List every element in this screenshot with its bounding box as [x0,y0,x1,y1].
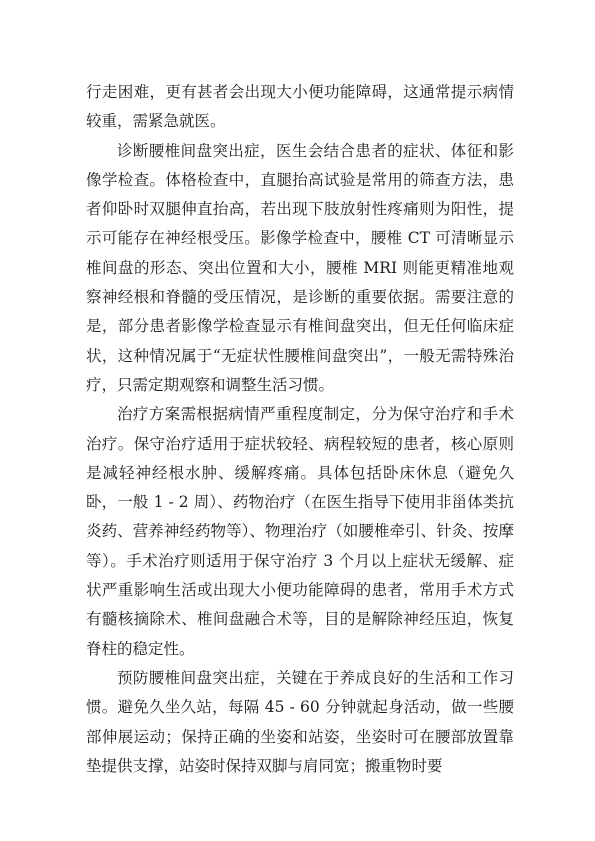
document-body [86,78,514,781]
paragraph-diagnosis: 诊断腰椎间盘突出症，医生会结合患者的症状、体征和影像学检查。体格检查中，直腿抬高试验是常用的筛查方法，患者仰卧时双腿伸直抬高，若出现下肢放射性疼痛则为阳性，提示可能存在神经根受压。影像学检查中，腰椎 CT 可清晰显示椎间盘的形态、突出位置和大小，腰椎 MRI 则能更精准地观察神经根和脊髓的受压情况，是诊断的重要依据。需要注意的是，部分患者影像学检查显示有椎间盘突出，但无任何临床症状，这种情况属于“无症状性腰椎间盘突出”，一般无需特殊治疗，只需定期观察和调整生活习惯。 [86,141,514,394]
paragraph-continuation: 行走困难，更有甚者会出现大小便功能障碍，这通常提示病情较重，需紧急就医。 [86,83,514,131]
paragraph-treatment: 治疗方案需根据病情严重程度制定，分为保守治疗和手术治疗。保守治疗适用于症状较轻、病程较短的患者，核心原则是减轻神经根水肿、缓解疼痛。具体包括卧床休息（避免久卧，一般 1 - 2 周）、药物治疗（在医生指导下使用非甾体类抗炎药、营养神经药物等）、物理治疗（如腰椎牵引、针灸、按摩等）。手术治疗则适用于保守治疗 3 个月以上症状无缓解、症状严重影响生活或出现大小便功能障碍的患者，常用手术方式有髓核摘除术、椎间盘融合术等，目的是解除神经压迫，恢复脊柱的稳定性。 [86,405,514,658]
paragraph-prevention: 预防腰椎间盘突出症，关键在于养成良好的生活和工作习惯。避免久坐久站，每隔 45 - 60 分钟就起身活动，做一些腰部伸展运动；保持正确的坐姿和站姿，坐姿时可在腰部放置靠垫提供支撑，站姿时保持双脚与肩同宽；搬重物时要 [86,668,514,775]
